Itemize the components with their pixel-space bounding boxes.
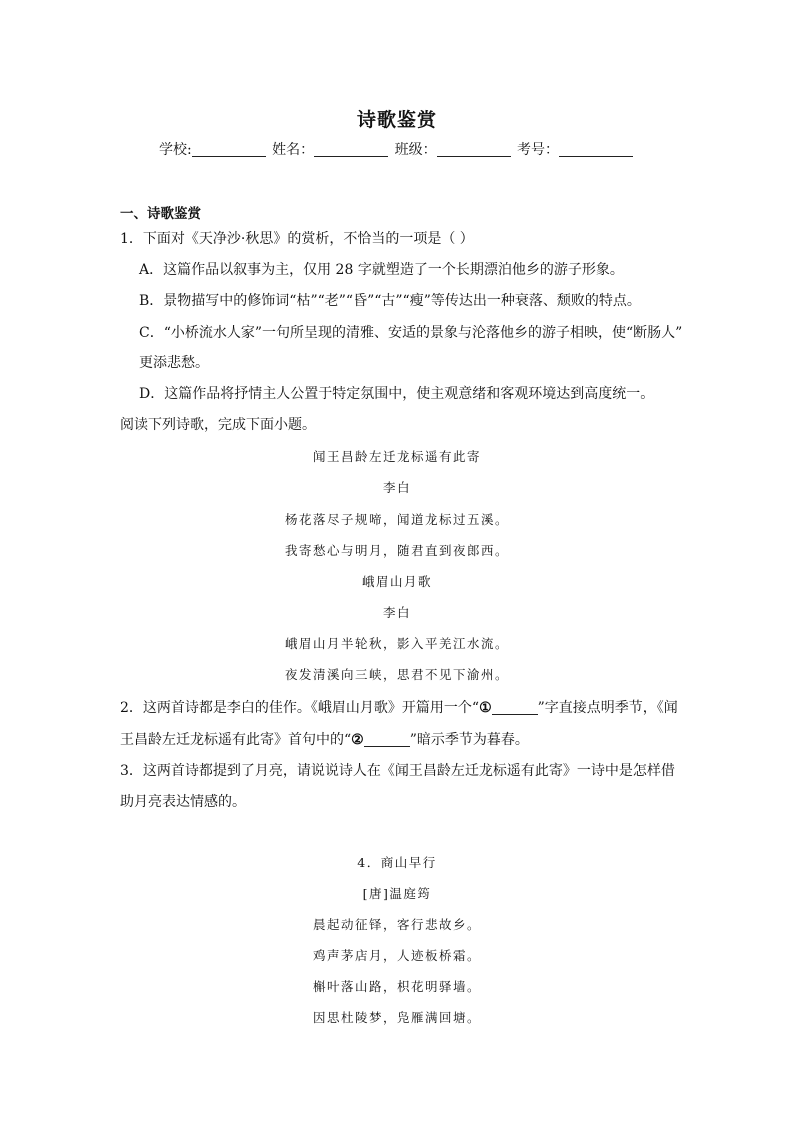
poem2-line2: 夜发清溪向三峡，思君不见下渝州。 — [284, 667, 509, 682]
poem1-line1: 杨花落尽子规啼，闻道龙标过五溪。 — [284, 512, 509, 527]
section-heading: 一、诗歌鉴赏 — [120, 206, 201, 222]
poem1-author: 李白 — [382, 480, 411, 495]
q2-blank-1[interactable] — [492, 700, 538, 715]
reading-intro: 阅读下列诗歌，完成下面小题。 — [120, 417, 316, 433]
q2-text-2: ”字直接点明季节，《闻 — [537, 700, 678, 716]
poem3-line2: 鸡声茅店月，人迹板桥霜。 — [312, 948, 481, 963]
q1-stem: 1．下面对《天净沙·秋思》的赏析，不恰当的一项是（ ） — [120, 231, 474, 247]
number-blank[interactable] — [559, 142, 633, 157]
class-blank[interactable] — [437, 142, 511, 157]
class-label: 班级： — [394, 142, 437, 158]
q1-option-c-line1: C．“小桥流水人家”一句所呈现的清雅、安适的景象与沦落他乡的游子相映，使“断肠人” — [139, 325, 683, 341]
q2-line2 — [120, 729, 529, 749]
school-blank[interactable] — [192, 142, 266, 157]
q2-text-1: 2．这两首诗都是李白的佳作。《峨眉山月歌》开篇用一个“ — [120, 700, 480, 716]
q3-line2: 助月亮表达情感的。 — [120, 794, 246, 810]
poem1-line2: 我寄愁心与明月，随君直到夜郎西。 — [284, 543, 509, 558]
name-blank[interactable] — [314, 142, 388, 157]
poem2-line1: 峨眉山月半轮秋，影入平羌江水流。 — [284, 636, 509, 651]
name-label: 姓名： — [272, 142, 315, 158]
student-info-line — [0, 139, 794, 159]
poem2-author: 李白 — [382, 605, 411, 620]
q1-option-d: D．这篇作品将抒情主人公置于特定氛围中，使主观意绪和客观环境达到高度统一。 — [139, 386, 655, 402]
poem3-line3: 槲叶落山路，枳花明驿墙。 — [312, 979, 481, 994]
q2-text-3: 王昌龄左迁龙标遥有此寄》首句中的“ — [120, 732, 352, 748]
q2-blank-2[interactable] — [364, 732, 410, 747]
school-label: 学校: — [158, 142, 192, 158]
poem2-title: 峨眉山月歌 — [361, 574, 432, 589]
q1-option-b: B．景物描写中的修饰词“枯”“老”“昏”“古”“瘦”等传达出一种衰落、颓败的特点。 — [139, 293, 641, 309]
poem1-title: 闻王昌龄左迁龙标遥有此寄 — [312, 449, 481, 464]
q2-circle-1: ① — [479, 700, 492, 716]
number-label: 考号： — [517, 142, 560, 158]
q1-option-a: A．这篇作品以叙事为主，仅用 28 字就塑造了一个长期漂泊他乡的游子形象。 — [139, 262, 624, 278]
poem3-line4: 因思杜陵梦，凫雁满回塘。 — [312, 1010, 481, 1025]
poem3-line1: 晨起动征铎，客行悲故乡。 — [312, 917, 481, 932]
poem3-author: [唐]温庭筠 — [362, 886, 432, 901]
page-title: 诗歌鉴赏 — [356, 109, 437, 131]
poem3-title: 4．商山早行 — [357, 855, 437, 870]
q3-line1: 3．这两首诗都提到了月亮，请说说诗人在《闻王昌龄左迁龙标遥有此寄》一诗中是怎样借 — [120, 763, 675, 779]
q1-option-c-line2: 更添悲愁。 — [139, 355, 209, 371]
q2-circle-2: ② — [351, 732, 364, 748]
q2-text-4: ”暗示季节为暮春。 — [409, 732, 529, 748]
q2-line1 — [120, 697, 678, 717]
